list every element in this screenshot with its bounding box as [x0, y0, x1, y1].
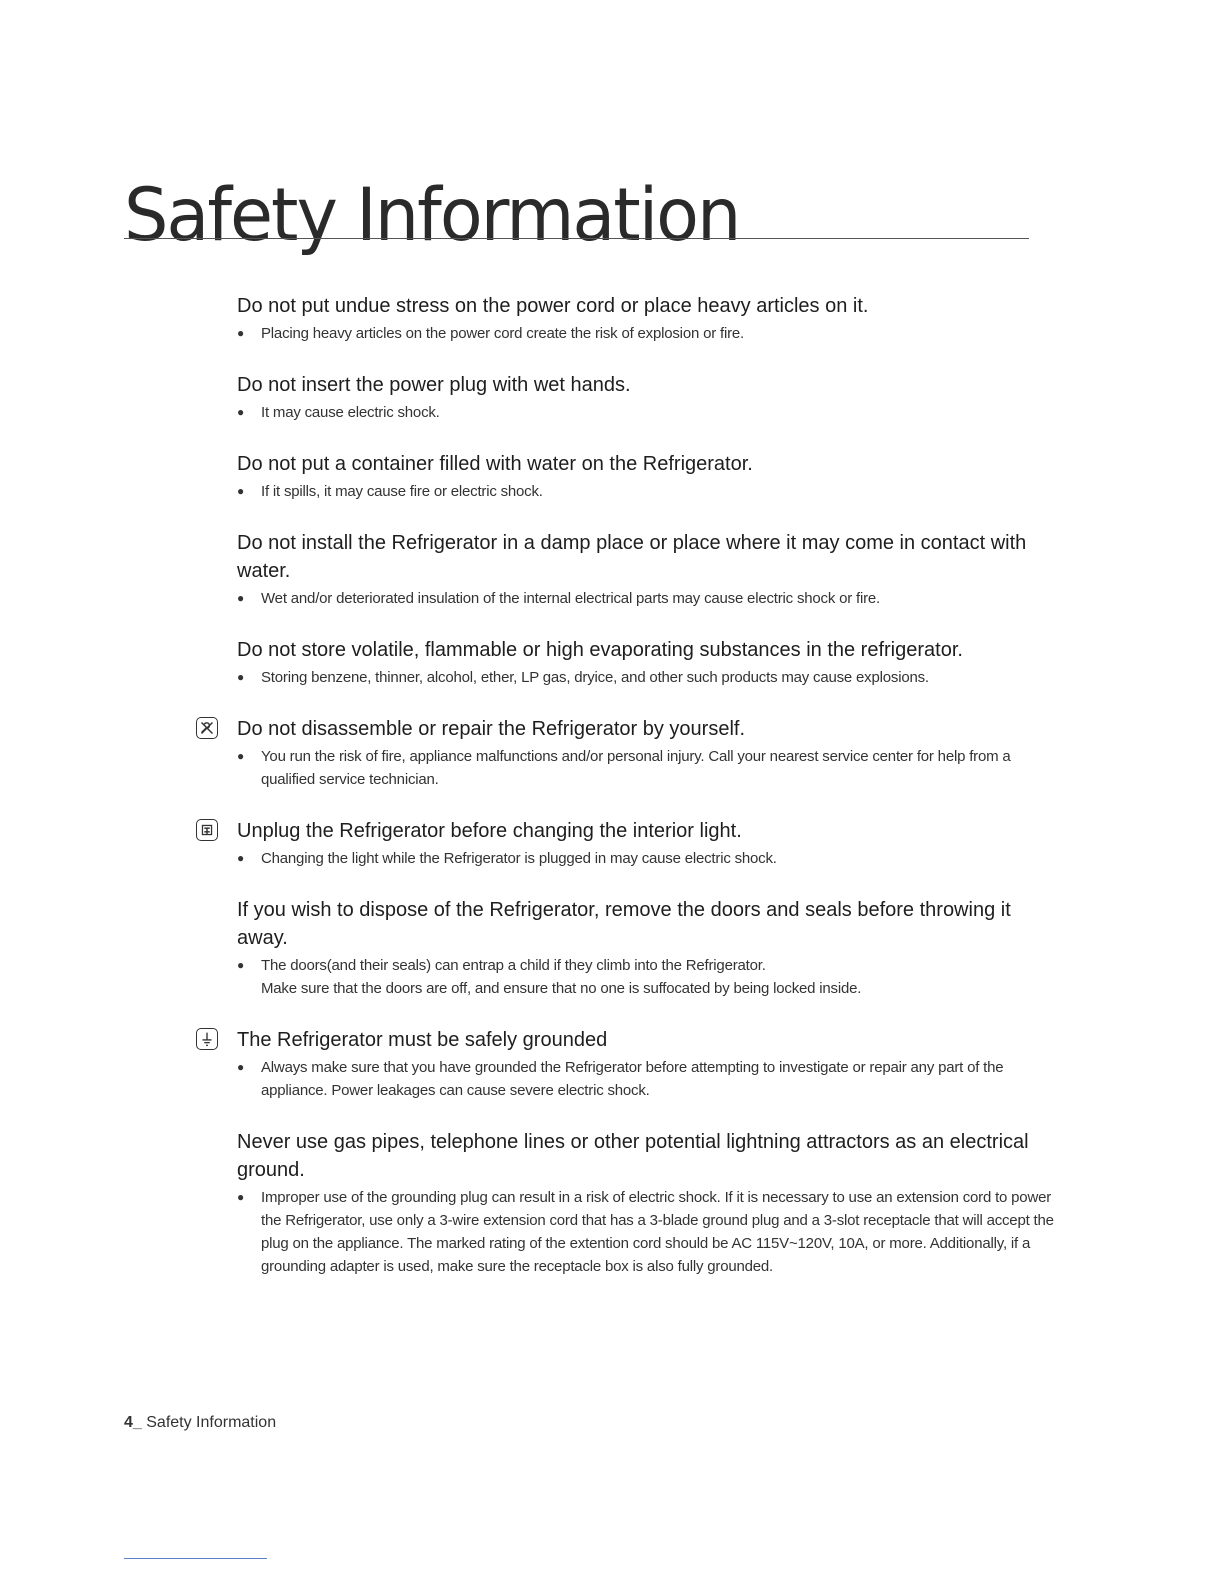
- bullet-dot-icon: ●: [237, 958, 245, 972]
- title-underline: [124, 238, 1029, 239]
- safety-item-heading: The Refrigerator must be safely grounded: [237, 1029, 608, 1051]
- bullet-text: The doors(and their seals) can entrap a child if they climb into the Refrigerator.: [261, 957, 766, 974]
- safety-item-bullets: [237, 745, 1057, 791]
- bullet-text: You run the risk of fire, appliance malfunctions and/or personal injury. Call your nearest service center for help from a qualified service technician.: [261, 748, 1011, 788]
- safety-item-heading: Never use gas pipes, telephone lines or other potential lightning attractors as an electrical ground.: [237, 1131, 1029, 1181]
- bullet-dot-icon: ●: [237, 851, 245, 865]
- safety-item: [237, 529, 1057, 610]
- bullet-text: It may cause electric shock.: [261, 404, 440, 421]
- safety-item-bullets: [237, 954, 1057, 1000]
- bullet-point: [237, 1056, 1057, 1102]
- bullet-dot-icon: ●: [237, 405, 245, 419]
- page-number: 4_: [124, 1414, 142, 1431]
- safety-item-heading: Do not put undue stress on the power cord or place heavy articles on it.: [237, 295, 869, 317]
- bullet-text: If it spills, it may cause fire or electric shock.: [261, 483, 543, 500]
- bullet-point: [237, 587, 1057, 610]
- bullet-point: [237, 1186, 1057, 1278]
- page-title: Safety Information: [124, 171, 740, 258]
- safety-item: [237, 715, 1057, 791]
- no-disassembly-icon: [196, 717, 218, 739]
- bullet-dot-icon: ●: [237, 1190, 245, 1204]
- safety-item-bullets: [237, 666, 1057, 689]
- bullet-text: Improper use of the grounding plug can result in a risk of electric shock. If it is necessary to use an extension cord to power the Refrigerator, use only a 3-wire extension cord that has a 3-blade ground plug and a 3-slot receptacle that will accept the plug on the appliance. The marked rating of the extention cord should be AC 115V~120V, 10A, or more. Additionally, if a grounding adapter is used, make sure the receptacle box is also fully grounded.: [261, 1189, 1054, 1275]
- bullet-point: [237, 480, 1057, 503]
- safety-item-heading: Do not put a container filled with water on the Refrigerator.: [237, 453, 753, 475]
- safety-item-heading: Do not disassemble or repair the Refrigerator by yourself.: [237, 718, 746, 740]
- safety-item: [237, 1026, 1057, 1102]
- bullet-text: Make sure that the doors are off, and ensure that no one is suffocated by being locked inside.: [261, 980, 862, 997]
- bullet-dot-icon: ●: [237, 1060, 245, 1074]
- bullet-text: Storing benzene, thinner, alcohol, ether, LP gas, dryice, and other such products may cause explosions.: [261, 669, 929, 686]
- safety-item-heading: Do not install the Refrigerator in a damp place or place where it may come in contact with water.: [237, 532, 1027, 582]
- safety-item-bullets: [237, 322, 1057, 345]
- safety-item-heading: Unplug the Refrigerator before changing the interior light.: [237, 820, 742, 842]
- bullet-text: Changing the light while the Refrigerator is plugged in may cause electric shock.: [261, 850, 777, 867]
- safety-item: [237, 817, 1057, 870]
- bottom-divider: [124, 1558, 267, 1559]
- bullet-point: [237, 666, 1057, 689]
- bullet-point: [237, 847, 1057, 870]
- bullet-point: [237, 401, 1057, 424]
- bullet-text: Always make sure that you have grounded the Refrigerator before attempting to investigate or repair any part of the appliance. Power leakages can cause severe electric shock.: [261, 1059, 1004, 1099]
- safety-item: [237, 636, 1057, 689]
- safety-item-bullets: [237, 1056, 1057, 1102]
- safety-item-bullets: [237, 587, 1057, 610]
- safety-item-bullets: [237, 401, 1057, 424]
- bullet-dot-icon: ●: [237, 670, 245, 684]
- bullet-text: Wet and/or deteriorated insulation of the internal electrical parts may cause electric shock or fire.: [261, 590, 880, 607]
- safety-item-bullets: [237, 480, 1057, 503]
- safety-item-heading: Do not store volatile, flammable or high evaporating substances in the refrigerator.: [237, 639, 963, 661]
- safety-item: [237, 450, 1057, 503]
- safety-item-bullets: [237, 1186, 1057, 1278]
- bullet-point: [237, 954, 1057, 1000]
- safety-item: [237, 371, 1057, 424]
- safety-item-heading: Do not insert the power plug with wet hands.: [237, 374, 631, 396]
- bullet-point: [237, 322, 1057, 345]
- bullet-dot-icon: ●: [237, 484, 245, 498]
- safety-item: [237, 1128, 1057, 1278]
- safety-content: [237, 292, 1057, 1304]
- safety-item-bullets: [237, 847, 1057, 870]
- safety-item: [237, 896, 1057, 1000]
- bullet-point: [237, 745, 1057, 791]
- bullet-text: Placing heavy articles on the power cord create the risk of explosion or fire.: [261, 325, 744, 342]
- safety-item-heading: If you wish to dispose of the Refrigerator, remove the doors and seals before throwing it away.: [237, 899, 1011, 949]
- bullet-dot-icon: ●: [237, 591, 245, 605]
- page-footer: [124, 1414, 276, 1432]
- bullet-dot-icon: ●: [237, 749, 245, 763]
- bullet-dot-icon: ●: [237, 326, 245, 340]
- safety-item: [237, 292, 1057, 345]
- footer-section: Safety Information: [146, 1414, 277, 1431]
- unplug-icon: [196, 819, 218, 841]
- ground-icon: [196, 1028, 218, 1050]
